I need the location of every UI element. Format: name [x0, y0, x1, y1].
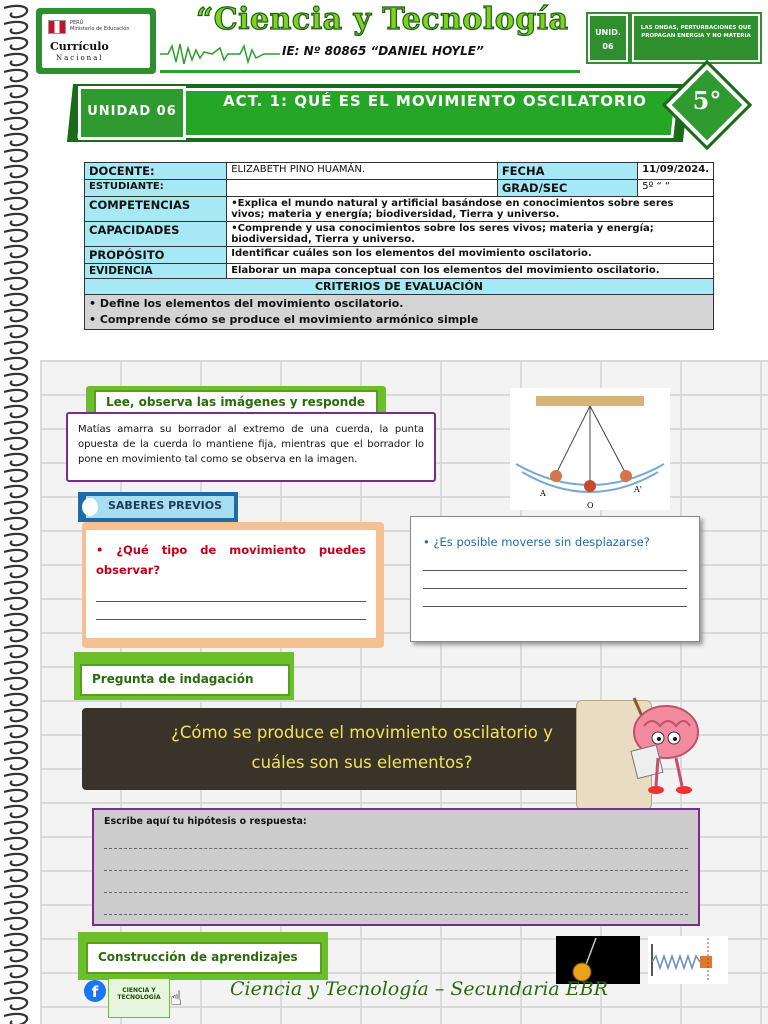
proposito-label: PROPÓSITO [85, 247, 227, 264]
spiral-loop [4, 518, 27, 529]
spiral-loop [4, 582, 27, 593]
spiral-loop [4, 150, 27, 161]
peru-flag-icon [48, 20, 66, 34]
competencias-value: •Explica el mundo natural y artificial basándose en conocimientos sobre seres vivos; materia y energía; biodiversidad, Tierra y universo. [227, 197, 714, 222]
brain-character-icon [626, 690, 706, 802]
saberes-title: SABERES PREVIOS [86, 496, 234, 518]
pendulum-label-a: A [540, 489, 546, 498]
main-title: “Ciencia y Tecnología [196, 2, 569, 37]
spiral-loop [4, 22, 27, 33]
spiral-loop [4, 534, 27, 545]
estudiante-field[interactable] [227, 180, 498, 197]
pendulum-ball [620, 470, 632, 482]
spiral-loop [4, 614, 27, 625]
spiral-loop [4, 294, 27, 305]
spiral-loop [4, 694, 27, 705]
spiral-loop [4, 358, 27, 369]
spiral-loop [4, 182, 27, 193]
hypothesis-box[interactable] [92, 808, 700, 926]
spiral-loop [4, 774, 27, 785]
answer-line[interactable] [423, 589, 687, 607]
criterio-item: • Define los elementos del movimiento oscilatorio. [89, 297, 404, 310]
spiral-loop [4, 262, 27, 273]
pendulum-label-a-prime: A' [634, 485, 642, 494]
spiral-loop [4, 134, 27, 145]
school-name: IE: Nº 80865 “DANIEL HOYLE” [282, 44, 484, 58]
spiral-loop [4, 390, 27, 401]
spiral-loop [4, 470, 27, 481]
spiral-loop [4, 38, 27, 49]
wave-icon [160, 40, 280, 68]
evidencia-label: EVIDENCIA [85, 264, 227, 279]
unit-badge [588, 14, 628, 62]
inquiry-question-line-2: cuáles son sus elementos? [251, 753, 473, 772]
docente-label: DOCENTE: [85, 163, 227, 180]
spiral-loop [4, 982, 27, 993]
spiral-loop [4, 486, 27, 497]
spiral-loop [4, 790, 27, 801]
spiral-loop [4, 502, 27, 513]
spring-image [648, 936, 728, 984]
fecha-value: 11/09/2024. [638, 163, 714, 180]
proposito-value: Identificar cuáles son los elementos del movimiento oscilatorio. [227, 247, 714, 264]
pointer-hand-icon: ☝ [170, 986, 183, 1010]
spiral-loop [4, 742, 27, 753]
spiral-loop [4, 118, 27, 129]
spiral-loop [4, 86, 27, 97]
pendulum-image [510, 388, 670, 510]
header-divider [160, 70, 580, 73]
pendulum-label-o: O [587, 501, 594, 510]
question-1: • ¿Qué tipo de movimiento puedes observar? [96, 543, 366, 577]
spiral-loop [4, 246, 27, 257]
answer-line[interactable] [104, 871, 688, 893]
answer-line[interactable] [104, 849, 688, 871]
spiral-loop [4, 662, 27, 673]
answer-line[interactable] [423, 571, 687, 589]
spiral-loop [4, 966, 27, 977]
inquiry-question-banner [82, 708, 642, 790]
spiral-loop [4, 870, 27, 881]
logo-curriculo-text: Currículo [50, 40, 109, 53]
docente-value: ELIZABETH PINO HUAMÁN. [227, 163, 498, 180]
spiral-binding [0, 0, 40, 1024]
hypothesis-title: Escribe aquí tu hipótesis o respuesta: [104, 816, 307, 827]
pendulum-support [536, 396, 644, 406]
fecha-label: FECHA [497, 163, 637, 180]
lee-title: Lee, observa las imágenes y responde [94, 390, 378, 414]
info-table [84, 162, 714, 330]
criterio-item: • Comprende cómo se produce el movimiento armónico simple [89, 313, 479, 326]
pendulum-ball [550, 470, 562, 482]
competencias-label: COMPETENCIAS [85, 197, 227, 222]
spiral-loop [4, 758, 27, 769]
spiral-loop [4, 342, 27, 353]
grade-label: 5° [692, 86, 722, 115]
unit-label: UNID. [595, 28, 621, 37]
lee-text: Matías amarra su borrador al extremo de una cuerda, la punta opuesta de la cuerda lo mantiene fija, mientras que el borrador lo pone en movimiento tal como se observa en la imagen. [66, 412, 436, 482]
facebook-icon[interactable]: f [84, 980, 106, 1002]
spiral-loop [4, 710, 27, 721]
spiral-loop [4, 374, 27, 385]
spiral-loop [4, 918, 27, 929]
spiral-loop [4, 422, 27, 433]
spiral-loop [4, 550, 27, 561]
grad-label: GRAD/SEC [497, 180, 637, 197]
spiral-loop [4, 950, 27, 961]
spiral-loop [4, 998, 27, 1009]
criterios-label: CRITERIOS DE EVALUACIÓN [85, 279, 714, 295]
spiral-loop [4, 598, 27, 609]
spiral-loop [4, 310, 27, 321]
spiral-loop [4, 806, 27, 817]
spiral-loop [4, 1014, 27, 1024]
question-1-area[interactable] [86, 530, 376, 638]
question-2: • ¿Es posible moverse sin desplazarse? [423, 535, 650, 549]
footer-text: Ciencia y Tecnología – Secundaria EBR [230, 978, 608, 1000]
logo-peru-text: PERÚ [70, 20, 84, 26]
spiral-loop [4, 102, 27, 113]
spiral-loop [4, 454, 27, 465]
inquiry-question-line-1: ¿Cómo se produce el movimiento oscilatorio y [171, 723, 553, 742]
answer-line[interactable] [96, 580, 366, 602]
spiral-loop [4, 230, 27, 241]
spiral-loop [4, 838, 27, 849]
answer-line[interactable] [104, 893, 688, 915]
question-card-2[interactable] [410, 516, 700, 642]
curriculo-logo [36, 8, 156, 74]
unit-topic: LAS ONDAS, PERTURBACIONES QUE PROPAGAN ENERGIA Y NO MATERIA [632, 14, 760, 62]
spiral-loop [4, 438, 27, 449]
spiral-loop [4, 406, 27, 417]
criterios-list [85, 295, 714, 330]
spiral-loop [4, 902, 27, 913]
pendulum-ball [584, 480, 596, 492]
answer-line[interactable] [96, 602, 366, 620]
spiral-loop [4, 630, 27, 641]
brand-logo: CIENCIA Y TECNOLOGÍA [108, 978, 170, 1018]
spiral-loop [4, 70, 27, 81]
spiral-loop [4, 726, 27, 737]
answer-line[interactable] [104, 827, 688, 849]
logo-ministry-text: Ministerio de Educación [70, 26, 130, 32]
pendulum-clock-image [556, 936, 640, 984]
spiral-loop [4, 566, 27, 577]
evidencia-value: Elaborar un mapa conceptual con los elementos del movimiento oscilatorio. [227, 264, 714, 279]
spiral-loop [4, 214, 27, 225]
grad-value[interactable]: 5º “ “ [638, 180, 714, 197]
saberes-bullet-icon [82, 498, 98, 516]
construccion-title: Construcción de aprendizajes [86, 942, 322, 974]
spiral-loop [4, 886, 27, 897]
unidad-label: UNIDAD 06 [78, 86, 186, 140]
indagacion-title: Pregunta de indagación [80, 664, 290, 696]
activity-title: ACT. 1: QUÉ ES EL MOVIMIENTO OSCILATORIO [223, 92, 647, 110]
spiral-loop [4, 278, 27, 289]
spiral-loop [4, 822, 27, 833]
capacidades-label: CAPACIDADES [85, 222, 227, 247]
estudiante-label: ESTUDIANTE: [85, 180, 227, 197]
spiral-loop [4, 934, 27, 945]
answer-line[interactable] [423, 549, 687, 571]
spiral-loop [4, 854, 27, 865]
spiral-loop [4, 54, 27, 65]
spiral-loop [4, 198, 27, 209]
spiral-loop [4, 646, 27, 657]
spiral-loop [4, 166, 27, 177]
spiral-loop [4, 326, 27, 337]
unit-number: 06 [602, 42, 614, 51]
spiral-loop [4, 6, 27, 17]
capacidades-value: •Comprende y usa conocimientos sobre los seres vivos; materia y energía; biodiversidad, Tierra y universo. [227, 222, 714, 247]
logo-nacional-text: Nacional [56, 54, 104, 62]
spiral-loop [4, 678, 27, 689]
